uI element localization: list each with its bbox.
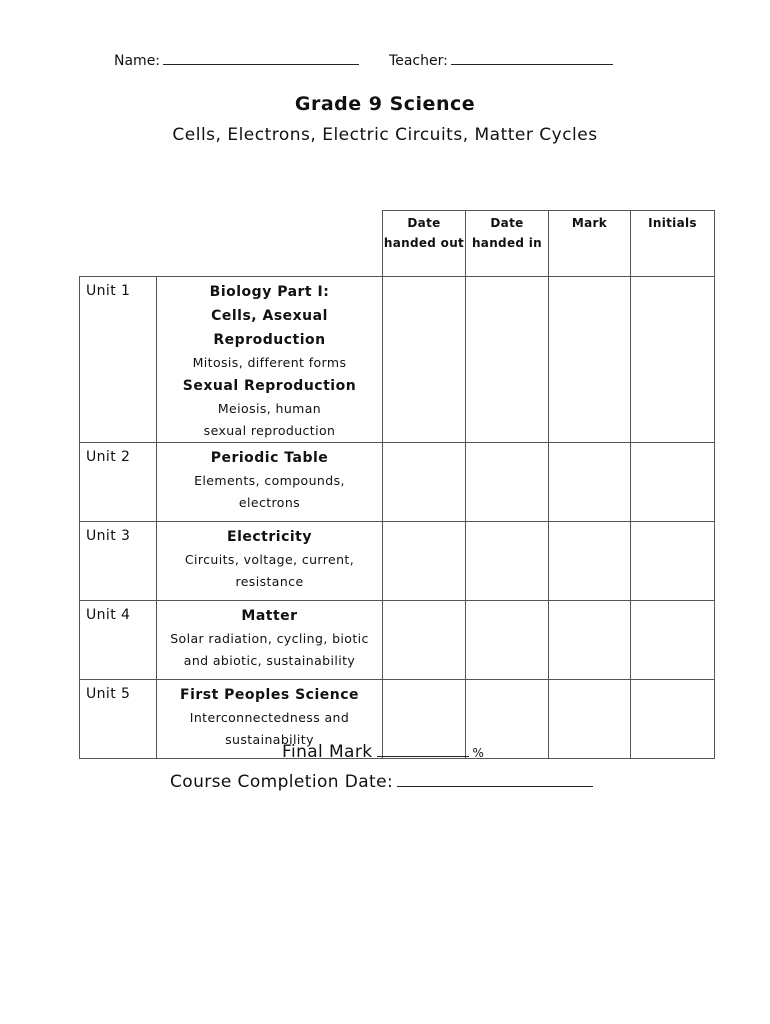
cell-mark[interactable] [549,680,631,759]
cell-date-out[interactable] [383,522,466,601]
topic-detail: Solar radiation, cycling, biotic and abiotic, sustainability [170,631,369,668]
cell-initials[interactable] [631,522,715,601]
percent-sign: % [472,746,485,760]
topic-detail: Elements, compounds, electrons [194,473,345,510]
topic-detail: Interconnectedness and sustainability [189,710,350,747]
col-header-date-in: Date handed in [466,211,549,277]
cell-date-in[interactable] [466,277,549,443]
teacher-label: Teacher: [389,53,448,69]
completion-date-line [170,772,593,792]
final-mark-line [282,742,484,762]
table-row [80,443,715,522]
topic-heading: Biology Part I: Cells, Asexual Reproduction [209,284,330,348]
col-header-mark: Mark [549,211,631,277]
unit-label: Unit 1 [80,277,157,443]
col-header-date-out: Date handed out [383,211,466,277]
unit-description [157,522,383,601]
cell-date-in[interactable] [466,601,549,680]
completion-date-blank[interactable] [397,774,593,787]
cell-initials[interactable] [631,443,715,522]
name-label: Name: [114,53,161,69]
topic-heading: Sexual Reproduction [182,378,357,394]
col-header-initials: Initials [631,211,715,277]
table-header-row [80,211,715,277]
cell-initials[interactable] [631,680,715,759]
unit-label: Unit 5 [80,680,157,759]
topic-heading: Periodic Table [210,450,329,466]
cell-mark[interactable] [549,277,631,443]
units-table [79,210,715,759]
cell-mark[interactable] [549,522,631,601]
completion-date-label: Course Completion Date: [170,772,394,792]
page-title: Grade 9 Science [294,93,476,115]
cell-mark[interactable] [549,443,631,522]
table-row [80,601,715,680]
unit-label: Unit 3 [80,522,157,601]
cell-date-in[interactable] [466,522,549,601]
name-blank[interactable] [163,52,359,65]
page-subtitle: Cells, Electrons, Electric Circuits, Matter Cycles [172,125,598,145]
topic-heading: First Peoples Science [180,687,359,703]
cell-date-in[interactable] [466,443,549,522]
final-mark-blank[interactable] [377,744,469,757]
table-row [80,277,715,443]
header-fields [114,52,613,69]
topic-heading: Electricity [227,529,312,545]
topic-detail: Meiosis, human sexual reproduction [203,401,336,438]
cell-initials[interactable] [631,277,715,443]
unit-description [157,443,383,522]
teacher-blank[interactable] [451,52,613,65]
unit-label: Unit 2 [80,443,157,522]
unit-label: Unit 4 [80,601,157,680]
cell-date-out[interactable] [383,601,466,680]
cell-date-out[interactable] [383,277,466,443]
topic-detail: Mitosis, different forms [192,355,347,370]
table-row [80,522,715,601]
cell-date-out[interactable] [383,443,466,522]
final-mark-label: Final Mark [282,742,373,762]
unit-description [157,277,383,443]
unit-description [157,601,383,680]
topic-heading: Matter [241,608,298,624]
cell-mark[interactable] [549,601,631,680]
topic-detail: Circuits, voltage, current, resistance [184,552,355,589]
cell-initials[interactable] [631,601,715,680]
